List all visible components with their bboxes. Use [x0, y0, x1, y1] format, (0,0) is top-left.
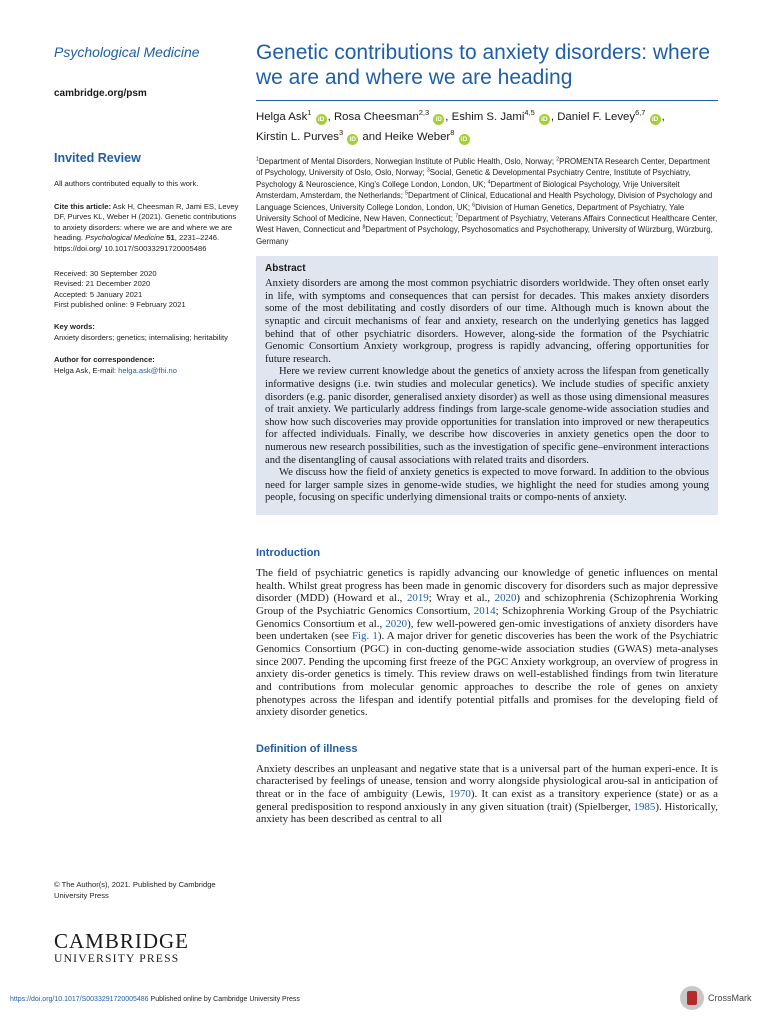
author-separator: , — [445, 111, 452, 123]
journal-name: Psychological Medicine — [54, 44, 200, 60]
reference-link[interactable]: 1985 — [633, 800, 656, 813]
author-separator: and — [359, 131, 385, 143]
date-received: Received: 30 September 2020 — [54, 268, 157, 278]
body-text: Anxiety describes an unpleasant and negative state that is a universal part of the human experi-ence. It is characterised by feelings of unease, tension and worry alongside physiological arou-sal in anticipation of threat or in the face of ambiguity (Lewis, — [256, 762, 718, 801]
author-name: Rosa Cheesman — [333, 111, 419, 123]
author-separator: , — [327, 111, 334, 123]
definition-paragraph — [256, 763, 718, 826]
body-text: ; Schizophrenia Working Group of the Psychiatric Genomics Consortium et al., — [256, 604, 718, 630]
date-accepted: Accepted: 5 January 2021 — [54, 289, 143, 299]
author-affiliation-sup: 8 — [450, 128, 455, 138]
affiliation-text: Department of Clinical, Educational and Health Psychology, Division of Psychology and Language Sciences, University College London, London, UK; — [256, 191, 713, 212]
crossmark-icon — [680, 986, 704, 1010]
crossmark-button[interactable] — [680, 986, 752, 1010]
logo-wordmark-top: CAMBRIDGE — [54, 929, 190, 953]
main-column — [256, 40, 718, 826]
body-text: ). Historically, anxiety has been described as central to all — [256, 800, 718, 826]
figure-link[interactable]: Fig. 1 — [351, 630, 378, 643]
contribution-note: All authors contributed equally to this work. — [54, 179, 199, 188]
definition-heading: Definition of illness — [256, 742, 358, 755]
introduction-heading: Introduction — [256, 546, 321, 559]
correspondence-name: Helga Ask, E-mail: — [54, 365, 119, 375]
logo-wordmark-bottom: UNIVERSITY PRESS — [54, 952, 180, 965]
article-type: Invited Review — [54, 151, 141, 165]
body-text: ) and schizophrenia (Schizophrenia Working Group of the Psychiatric Genomics Consortium, — [256, 592, 718, 617]
affiliation-sup: 3 — [426, 167, 430, 174]
date-revised: Revised: 21 December 2020 — [54, 279, 151, 289]
reference-link[interactable]: 2014 — [473, 604, 496, 617]
body-text: ; Wray et al., — [428, 592, 495, 605]
author-item — [256, 108, 334, 123]
reference-link[interactable]: 2020 — [385, 617, 408, 630]
affiliation-sup: 6 — [472, 202, 476, 208]
author-item — [451, 108, 558, 123]
orcid-icon[interactable]: iD — [433, 114, 444, 125]
citation-label: Cite this article: — [54, 201, 111, 211]
citation-volume: 51 — [166, 233, 175, 243]
author-list — [256, 107, 718, 147]
article-dates — [54, 269, 239, 311]
citation-pages: , 2231–2246. https://doi.org/ 10.1017/S0033291720005486 — [54, 233, 220, 253]
orcid-icon[interactable]: iD — [316, 114, 327, 125]
abstract-heading: Abstract — [265, 263, 306, 275]
doi-link[interactable]: https://doi.org/10.1017/S0033291720005486 — [10, 996, 149, 1003]
body-text: The field of psychiatric genetics is rapidly advancing our knowledge of genetic influences on mental health. Whilst great progress has been made in genomic discovery for disorders such as major depressive disorder (MDD) (Howard et al., — [256, 566, 718, 605]
affiliation-sup: 7 — [455, 213, 458, 220]
journal-url[interactable]: cambridge.org/psm — [54, 88, 147, 99]
affiliation-sup: 8 — [362, 224, 366, 231]
orcid-icon[interactable]: iD — [459, 134, 470, 145]
abstract-paragraph: We discuss how the field of anxiety genetics is expected to move forward. In addition to the obvious need for larger sample sizes in genome-wide studies, we highlight the need for studies among young people, focusing on specific underlying dimensional traits or compo-nents of anxiety. — [265, 467, 709, 504]
title-divider — [256, 100, 718, 101]
affiliation-text: Department of Mental Disorders, Norwegian Institute of Public Health, Oslo, Norway; — [258, 157, 557, 166]
correspondence-label: Author for correspondence: — [54, 355, 155, 365]
affiliation-sup: 2 — [556, 156, 560, 163]
author-affiliation-sup: 6,7 — [635, 108, 646, 118]
sidebar — [54, 44, 239, 376]
body-text: ). It can exist as a transitory experience (state) or as a general predisposition to respond anxiously in any given situation (trait) (Spielberger, — [256, 788, 719, 813]
orcid-icon[interactable]: iD — [347, 134, 358, 145]
citation-text: Ask H, Cheesman R, Jami ES, Levey DF, Purves KL, Weber H (2021). Genetic contributions to anxiety disorders: where we are and where we are heading. — [54, 201, 239, 243]
author-separator: , — [661, 111, 665, 123]
author-item — [333, 108, 452, 123]
affiliation-sup: 4 — [487, 179, 491, 186]
author-name: Heike Weber — [384, 131, 451, 143]
affiliation-text: Department of Biological Psychology, Vrije Universiteit Amsterdam, Amsterdam, the Netherlands; — [256, 179, 680, 201]
body-text: ). A major driver for genetic discoveries has been the work of the Psychiatric Genomics Consortium (PGC) in con-ducting genome-wide association studies (GWAS) meta-analyses since 2007. Pending the upcoming first freeze of the PGC Anxiety workgroup, an overview of progress in anxiety dis-order genetics is timely. This review draws on well-established findings from twin literature and contributions from molecular genomic approaches to describe the role of genes on anxiety phenotypes across the lifespan and identify potential pitfalls and promises for the developing field of anxiety disorder genetics. — [256, 630, 719, 719]
keywords-block — [54, 322, 239, 343]
cambridge-logo — [54, 930, 204, 965]
author-affiliation-sup: 3 — [338, 128, 344, 138]
abstract-paragraph: Here we review current knowledge about the genetics of anxiety across the lifespan from genetically informative designs (i.e. twin studies and molecular genetics). We include studies of specific anxiety disorders (e.g. panic disorder, generalised anxiety disorder) as well as those using dimensional measures of trait anxiety. We particularly address findings from large-scale genome-wide association studies and show how such discoveries may provide opportunities for translation into improved or new therapeutics for affected individuals. Finally, we describe how discoveries in anxiety genetics open the door to numerous new research possibilities, such as the investigation of specific gene–environment interactions and the disentangling of causal associations with related traits and disorders. — [265, 366, 709, 466]
correspondence-block — [54, 355, 239, 376]
author-name: Kirstin L. Purves — [256, 131, 339, 143]
author-affiliation-sup: 4,5 — [524, 108, 535, 118]
body-text: ), few well-powered gen-omic investigations of anxiety disorders have been undertaken (see — [256, 617, 718, 643]
keywords-label: Key words: — [54, 321, 95, 331]
affiliations — [256, 156, 718, 247]
abstract-box — [256, 256, 718, 515]
orcid-icon[interactable]: iD — [650, 114, 661, 125]
abstract-paragraph: Anxiety disorders are among the most common psychiatric disorders worldwide. They often onset early in life, with symptoms and consequences that can persist for decades. This makes anxiety disorders some of the most debilitating and costly disorders of our time. Although much is known about the synaptic and circuit mechanisms of fear and anxiety, research on the underlying genetics has lagged behind that of other psychiatric disorders. However, along-side the formation of the Psychiatric Genomic Consortium Anxiety workgroup, progress is rapidly advancing, offering opportunities for future research. — [265, 278, 709, 365]
author-item — [384, 128, 471, 143]
author-item — [557, 108, 665, 123]
affiliation-sup: 5 — [405, 190, 408, 197]
publisher-text: Published online by Cambridge University Press — [148, 996, 300, 1003]
affiliation-text: PROMENTA Research Center, Department of Psychology, University of Oslo, Oslo, Norway; — [256, 157, 710, 178]
author-item — [256, 128, 385, 143]
copyright-notice: © The Author(s), 2021. Published by Cambridge University Press — [54, 880, 216, 900]
citation-journal: Psychological Medicine — [85, 233, 165, 243]
correspondence-email-link[interactable]: helga.ask@fhi.no — [118, 365, 177, 375]
crossmark-label: CrossMark — [708, 993, 752, 1003]
affiliation-text: Division of Human Genetics, Department of Psychiatry, Yale University School of Medicine, New Haven, Connecticut; — [256, 202, 685, 224]
affiliation-text: Department of Psychology, Psychosomatics and Psychotherapy, University of Würzburg, Würzburg, Germany — [256, 225, 713, 246]
author-affiliation-sup: 2,3 — [418, 108, 430, 118]
author-name: Eshim S. Jami — [451, 111, 525, 123]
affiliation-text: Social, Genetic & Developmental Psychiatry Centre, Institute of Psychiatry, Psychology & Neuroscience, King's College London, London, UK; — [256, 168, 691, 189]
article-title: Genetic contributions to anxiety disorders: where we are and where we are heading — [256, 41, 711, 89]
keywords-text: Anxiety disorders; genetics; internalising; heritability — [54, 332, 228, 342]
author-affiliation-sup: 1 — [307, 108, 312, 118]
orcid-icon[interactable]: iD — [539, 114, 550, 125]
reference-link[interactable]: 2019 — [406, 592, 429, 605]
date-published: First published online: 9 February 2021 — [54, 300, 186, 310]
reference-link[interactable]: 2020 — [494, 592, 517, 605]
affiliation-sup: 1 — [256, 156, 259, 163]
reference-link[interactable]: 1970 — [449, 788, 471, 801]
author-separator: , — [550, 111, 558, 123]
author-name: Daniel F. Levey — [557, 111, 636, 123]
author-name: Helga Ask — [256, 111, 308, 123]
introduction-paragraph — [256, 567, 718, 719]
page-footer — [10, 996, 300, 1003]
affiliation-text: Department of Psychiatry, Veterans Affairs Connecticut Healthcare Center, West Haven, Connecticut and — [256, 214, 718, 235]
citation-block — [54, 202, 239, 255]
